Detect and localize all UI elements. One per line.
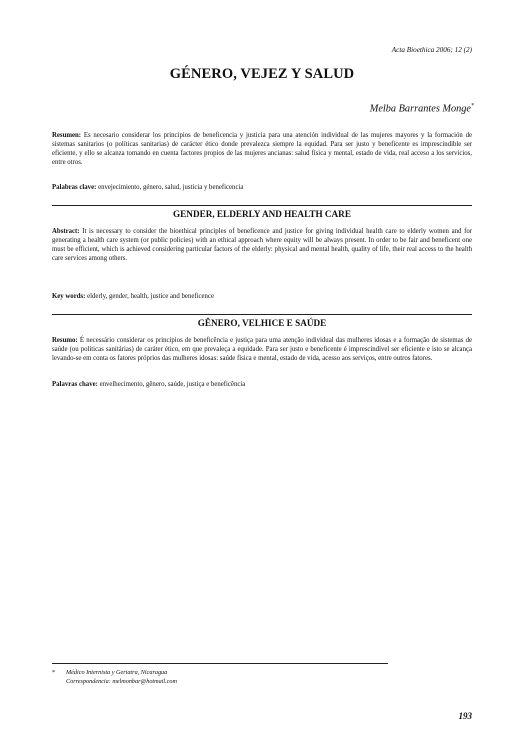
footnote-correspondence: Correspondencia: melmonbar@hotmail.com: [66, 678, 177, 685]
heading-portuguese: GÊNERO, VELHICE E SAÚDE: [197, 318, 327, 328]
author-name: [370, 103, 474, 114]
article-title: GÉNERO, VEJEZ Y SALUD: [169, 66, 355, 82]
section-divider-portuguese: [52, 314, 472, 315]
author-footnote-mark: *: [471, 103, 474, 109]
abstract-spanish: [52, 131, 472, 167]
abstract-portuguese-text: É necessário considerar os princípios de beneficência e justiça para uma atenção individual das mulheres idosas e a formação de sistemas de saúde (ou políticas sanitárias) de caráter ético, em que prevaleça a equidade. Para ser justo e beneficente é imprescindível ser eficiente e isto se alcança levando-se em conta os fatores próprios das mulheres idosas: saúde física e mental, estado de vida, acesso aos serviços, entre outros fatores.: [52, 337, 472, 362]
keywords-english: [52, 292, 472, 301]
page-number: 193: [458, 711, 472, 721]
abstract-english: [52, 227, 472, 263]
keywords-portuguese: [52, 380, 472, 389]
footnote-affiliation: Médico Internista y Geriatra, Nicaragua: [66, 669, 168, 676]
keywords-english-text: elderly, gender, health, justice and beneficence: [87, 293, 214, 300]
abstract-portuguese: [52, 336, 472, 363]
keywords-spanish-label: Palabras clave:: [52, 184, 97, 191]
footnote-mark: *: [52, 669, 56, 676]
abstract-spanish-text: Es necesario considerar los principios de beneficencia y justicia para una atención individual de las mujeres mayores y la formación de sistemas sanitarios (o políticas sanitarias) de carácter ético donde prevalezca siempre la equidad. Para ser justo y beneficente es imprescindible ser eficiente, y ello se alcanza tomando en cuenta factores propios de las mujeres ancianas: salud física y mental, estado de vida, real acceso a los servicios, entre otros.: [52, 132, 472, 166]
section-divider-english: [52, 205, 472, 206]
heading-english: GENDER, ELDERLY AND HEALTH CARE: [173, 209, 351, 219]
keywords-spanish-text: envejecimiento, género, salud, justicia y beneficencia: [98, 184, 244, 191]
author-text: Melba Barrantes Monge: [369, 103, 471, 115]
abstract-spanish-label: Resumen:: [52, 132, 82, 139]
keywords-portuguese-text: envelhecimento, gênero, saúde, justiça e beneficência: [99, 381, 246, 388]
abstract-english-label: Abstract:: [52, 228, 80, 235]
footnote: [52, 668, 382, 686]
abstract-english-text: It is necessary to consider the bioethical principles of beneficence and justice for giving individual health care to elderly women and for generating a health care system (or public policies) with an ethical approach where equity will be always present. In order to be fair and beneficent one must be efficient, which is achieved considering particular factors of the elderly: physical and mental health, quality of life, their real access to the health care services among others.: [52, 228, 472, 262]
keywords-portuguese-label: Palavras chave:: [52, 381, 98, 388]
abstract-portuguese-label: Resumo:: [52, 337, 78, 344]
footnote-rule: [52, 663, 388, 664]
keywords-english-label: Key words:: [52, 293, 86, 300]
journal-reference: Acta Bioethica 2006; 12 (2): [391, 46, 472, 54]
keywords-spanish: [52, 183, 472, 192]
